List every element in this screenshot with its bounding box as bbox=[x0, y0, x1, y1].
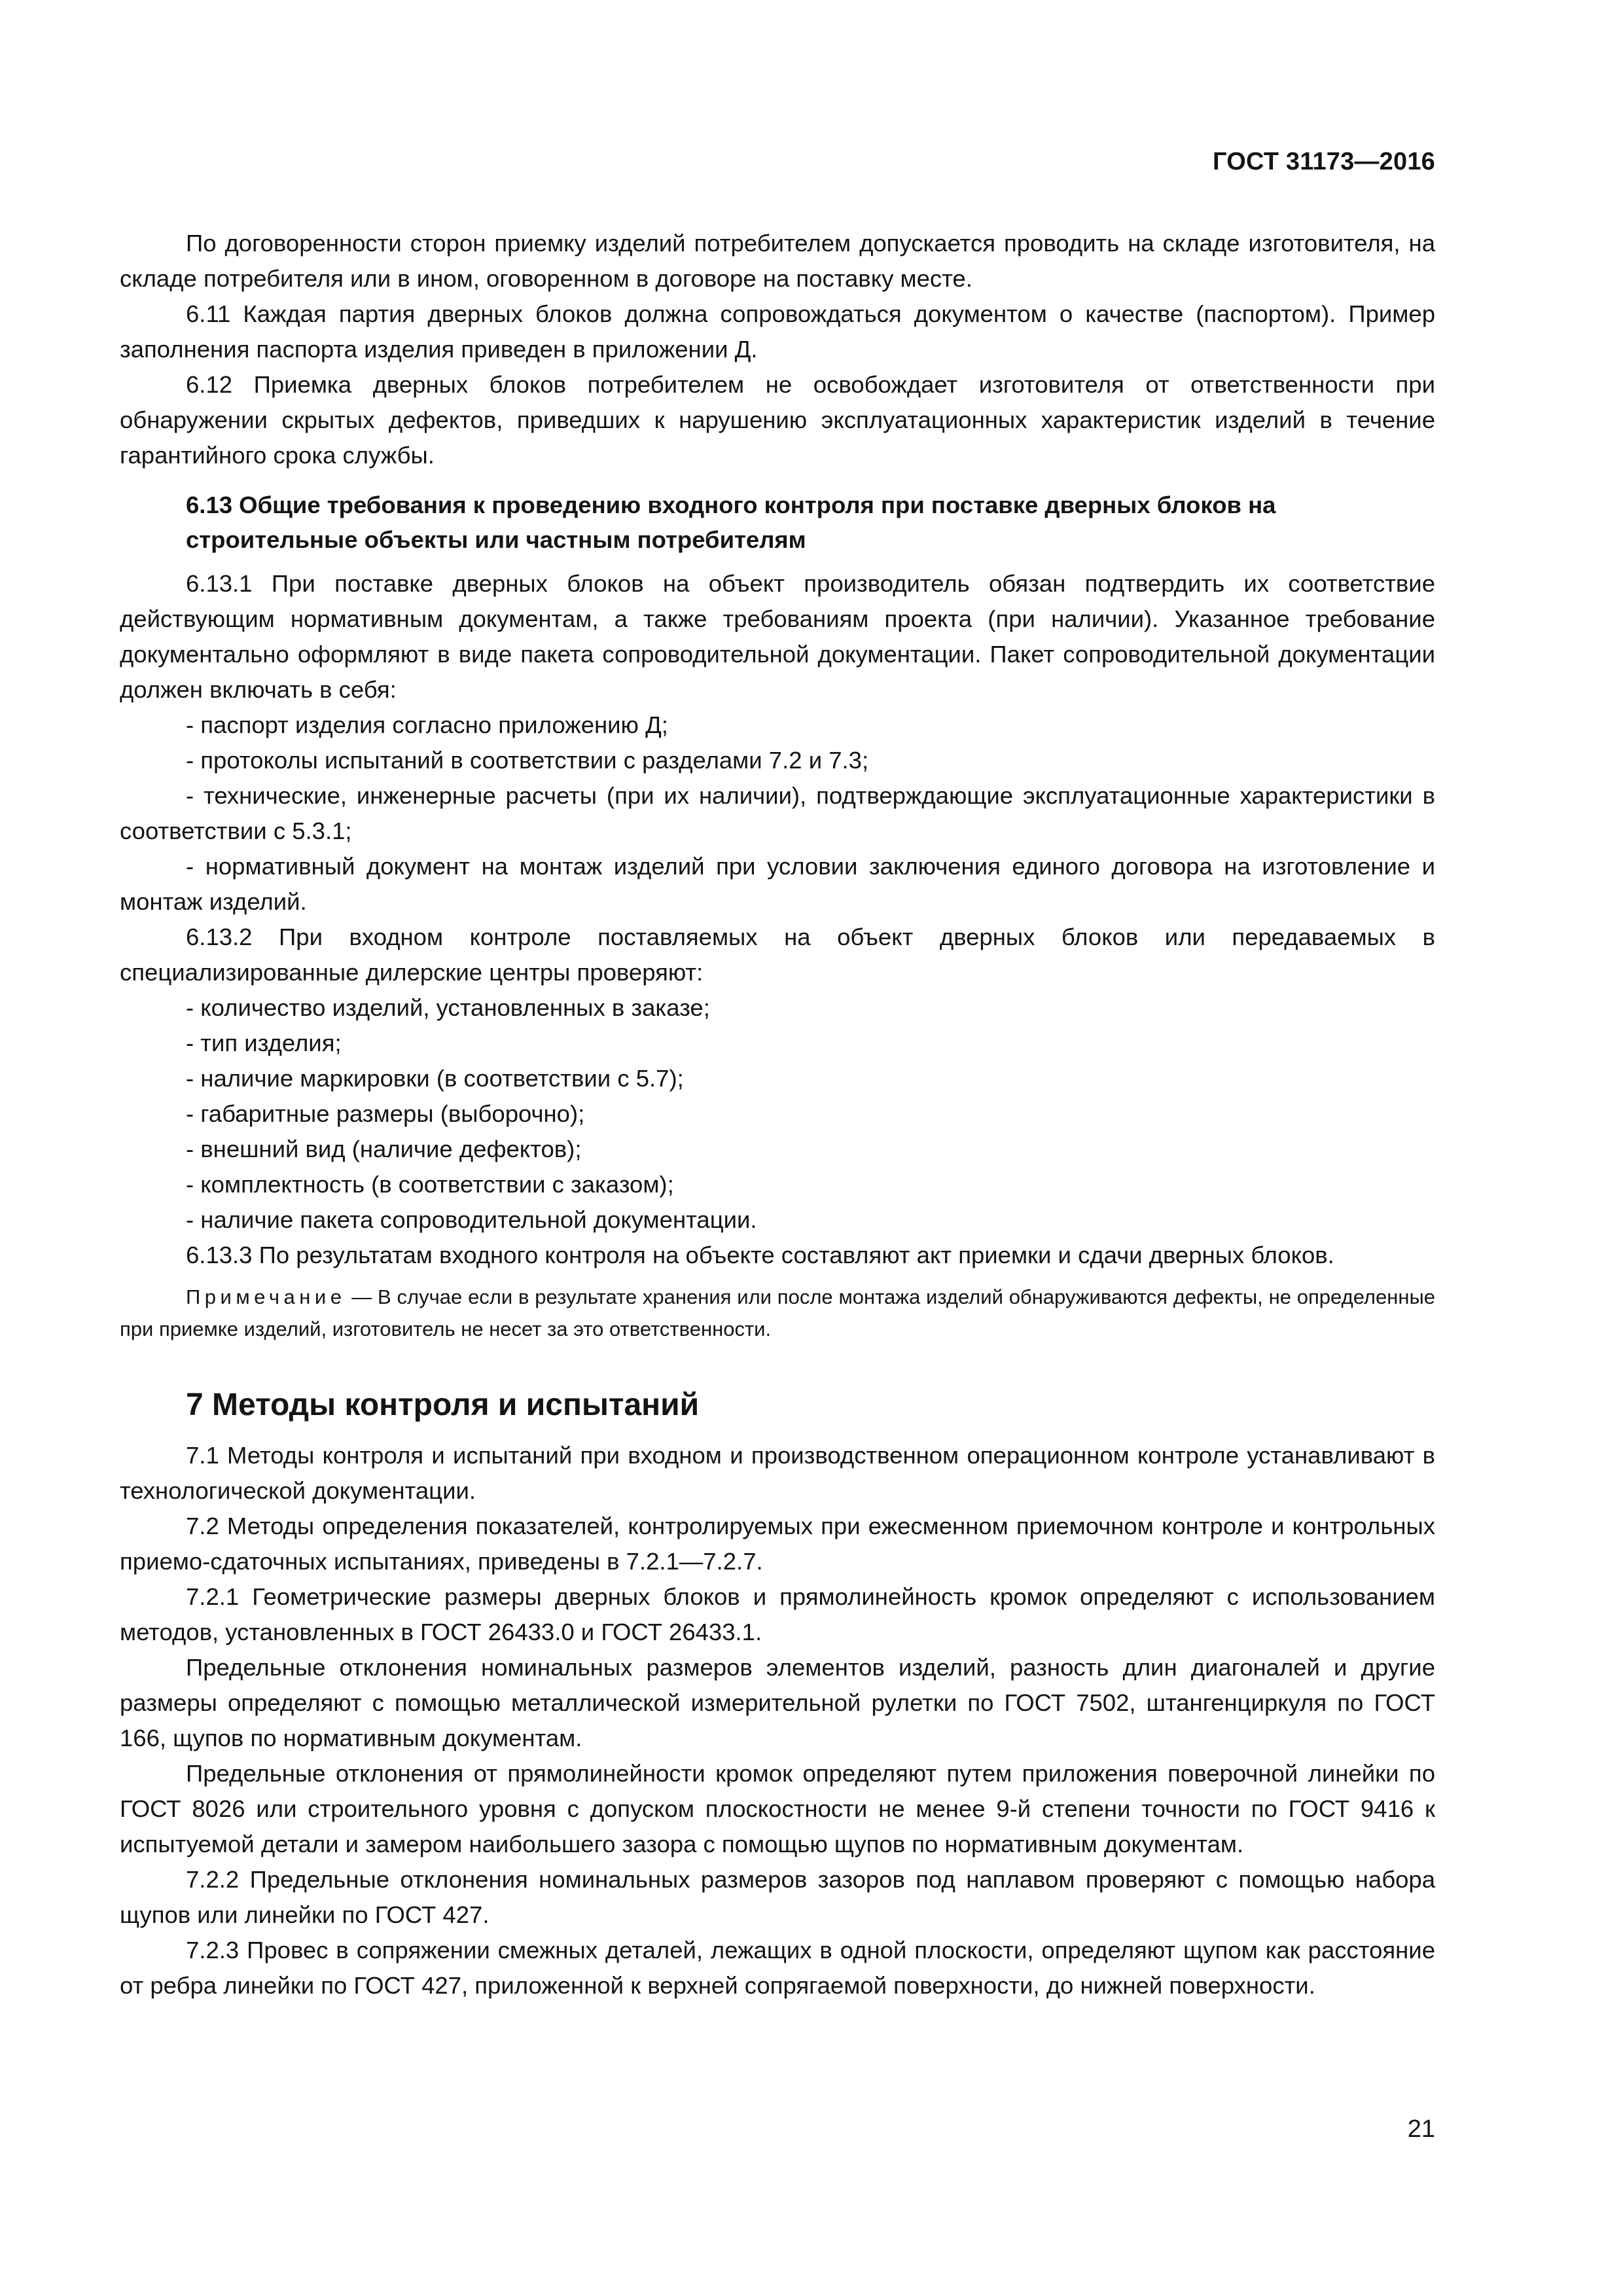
page-number: 21 bbox=[1407, 2115, 1435, 2143]
note-text: — В случае если в результате хранения или после монтажа изделий обнаруживаются дефекты, не определенные при приемке изделий, изготовитель не несет за это ответственности. bbox=[120, 1285, 1435, 1340]
paragraph-7-1: 7.1 Методы контроля и испытаний при входном и производственном операционном контроле устанавливают в технологической документации. bbox=[120, 1442, 1435, 1504]
paragraph-6-12: 6.12 Приемка дверных блоков потребителем не освобождает изготовителя от ответственности при обнаружении скрытых дефектов, приведших к нарушению эксплуатационных характеристик изделий в течение гарантийного срока службы. bbox=[120, 371, 1435, 469]
paragraph-6-13-1: 6.13.1 При поставке дверных блоков на объект производитель обязан подтвердить их соответствие действующим нормативным документам, а также требованиям проекта (при наличии). Указанное требование документально оформляют в виде пакета сопроводительной документации. Пакет сопроводительной документации должен включать в себя: bbox=[120, 570, 1435, 703]
list-item: - паспорт изделия согласно приложению Д; bbox=[186, 711, 668, 738]
note bbox=[120, 1281, 1435, 1345]
paragraph: Предельные отклонения номинальных размеров элементов изделий, разность длин диагоналей и другие размеры определяют с помощью металлической измерительной рулетки по ГОСТ 7502, штангенциркуля по ГОСТ 166, щупов по нормативным документам. bbox=[120, 1654, 1435, 1751]
section-title-7: 7 Методы контроля и испытаний bbox=[186, 1388, 700, 1422]
list-item: - наличие маркировки (в соответствии с 5.7); bbox=[186, 1065, 684, 1092]
list-item: - протоколы испытаний в соответствии с разделами 7.2 и 7.3; bbox=[186, 747, 869, 774]
list-item: - количество изделий, установленных в заказе; bbox=[186, 994, 710, 1021]
list-item: - технические, инженерные расчеты (при их наличии), подтверждающие эксплуатационные характеристики в соответствии с 5.3.1; bbox=[120, 782, 1435, 844]
paragraph: Предельные отклонения от прямолинейности кромок определяют путем приложения поверочной линейки по ГОСТ 8026 или строительного уровня с допуском плоскостности не менее 9-й степени точности по ГОСТ 9416 к испытуемой детали и замером наибольшего зазора с помощью щупов по нормативным документам. bbox=[120, 1760, 1435, 1857]
page-content bbox=[120, 226, 1435, 2003]
paragraph-6-13-2: 6.13.2 При входном контроле поставляемых на объект дверных блоков или передаваемых в специализированные дилерские центры проверяют: bbox=[120, 924, 1435, 986]
paragraph-7-2: 7.2 Методы определения показателей, контролируемых при ежесменном приемочном контроле и контрольных приемо-сдаточных испытаниях, приведены в 7.2.1—7.2.7. bbox=[120, 1513, 1435, 1575]
note-label: Примечание bbox=[186, 1285, 346, 1308]
paragraph-6-13-3: 6.13.3 По результатам входного контроля на объекте составляют акт приемки и сдачи дверных блоков. bbox=[186, 1242, 1334, 1268]
subsection-heading-6-13: 6.13 Общие требования к проведению входного контроля при поставке дверных блоков на строительные объекты или частным потребителям bbox=[186, 492, 1276, 553]
paragraph-7-2-2: 7.2.2 Предельные отклонения номинальных размеров зазоров под наплавом проверяют с помощью набора щупов или линейки по ГОСТ 427. bbox=[120, 1866, 1435, 1928]
list-item: - габаритные размеры (выборочно); bbox=[186, 1100, 585, 1127]
list-item: - нормативный документ на монтаж изделий при условии заключения единого договора на изготовление и монтаж изделий. bbox=[120, 853, 1435, 915]
list-item: - внешний вид (наличие дефектов); bbox=[186, 1136, 582, 1162]
list-item: - наличие пакета сопроводительной документации. bbox=[186, 1206, 757, 1233]
list-item: - комплектность (в соответствии с заказом); bbox=[186, 1171, 674, 1198]
standard-header: ГОСТ 31173—2016 bbox=[1213, 148, 1435, 175]
paragraph-7-2-3: 7.2.3 Провес в сопряжении смежных деталей, лежащих в одной плоскости, определяют щупом как расстояние от ребра линейки по ГОСТ 427, приложенной к верхней сопрягаемой поверхности, до нижней поверхности. bbox=[120, 1937, 1435, 1999]
paragraph-6-11: 6.11 Каждая партия дверных блоков должна сопровождаться документом о качестве (паспортом). Пример заполнения паспорта изделия приведен в приложении Д. bbox=[120, 300, 1435, 363]
paragraph-7-2-1: 7.2.1 Геометрические размеры дверных блоков и прямолинейность кромок определяют с использованием методов, установленных в ГОСТ 26433.0 и ГОСТ 26433.1. bbox=[120, 1583, 1435, 1645]
paragraph: По договоренности сторон приемку изделий потребителем допускается проводить на складе изготовителя, на складе потребителя или в ином, оговоренном в договоре на поставку месте. bbox=[120, 230, 1435, 292]
list-item: - тип изделия; bbox=[186, 1030, 342, 1056]
